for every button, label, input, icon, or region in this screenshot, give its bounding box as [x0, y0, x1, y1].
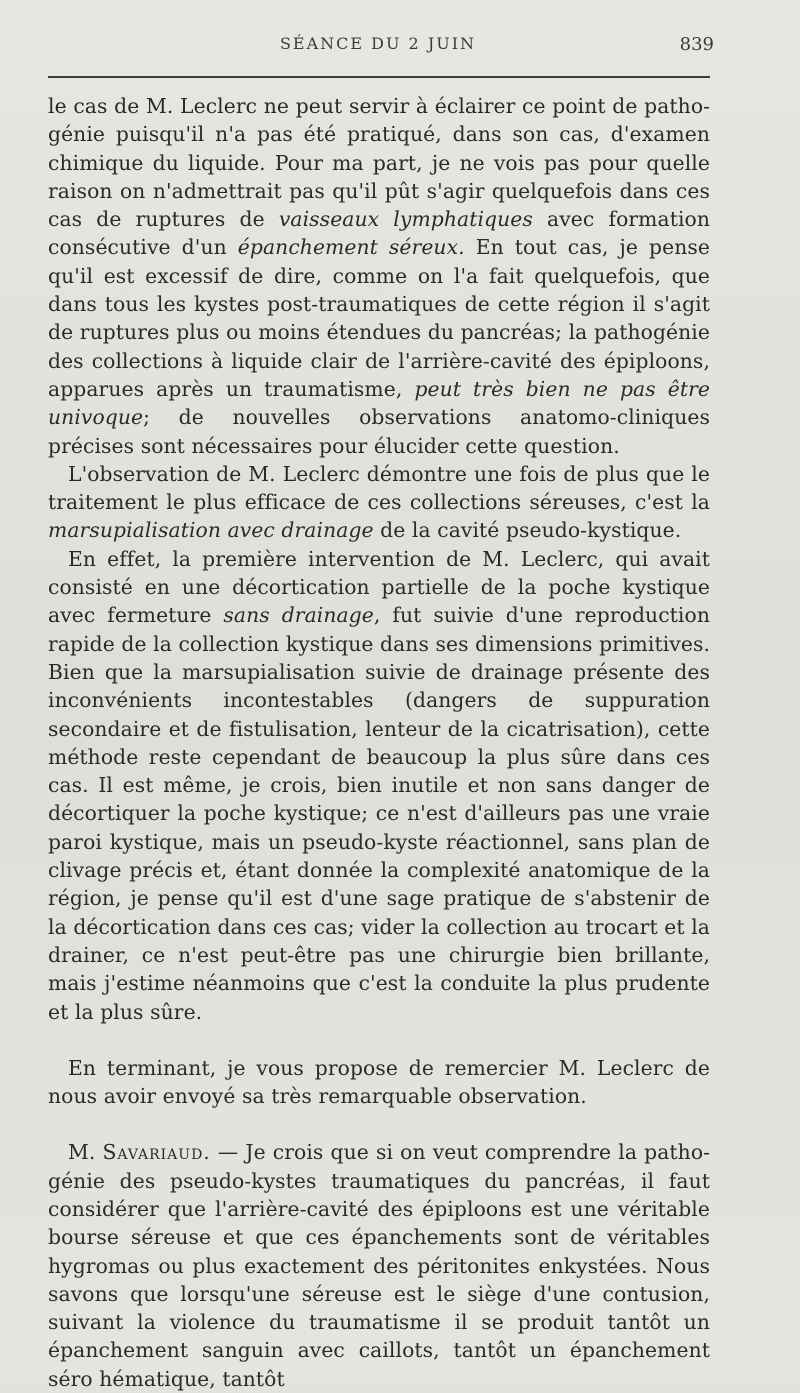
speaker-name: Savariaud. — [102, 1140, 211, 1165]
paragraph-1 — [48, 92, 710, 460]
paragraph-3-text-c: , fut suivie d'une reproduction rapide de la collection kystique dans ses dimensions primitives. Bien que la marsupialisation suivie de drainage présente des inconvénients incontestables (dangers de suppuration secondaire et de fistulisation, lenteur de la cicatrisation), cette méthode reste cependant de beaucoup la plus sûre dans ces cas. Il est même, je crois, bien inutile et non sans danger de décortiquer la poche kystique; ce n'est d'ailleurs pas une vraie paroi kystique, mais un pseudo-kyste réactionnel, sans plan de clivage précis et, étant donnée la complexité anatomique de la région, je pense qu'il est d'une sage pratique de s'abstenir de la décortication dans ces cas; vider la collection au trocart et la drainer, ce n'est peut-être pas une chirurgie bien brillante, mais j'estime néanmoins que c'est la conduite la plus prudente et la plus sûre. — [48, 603, 710, 1024]
paragraph-1-italic-b: vaisseaux lymphatiques — [278, 207, 533, 232]
paragraph-4 — [48, 1054, 710, 1111]
paragraph-2 — [48, 460, 710, 545]
speaker-prefix: M. — [68, 1140, 103, 1165]
paragraph-2-text-c: de la cavité pseudo-kystique. — [373, 518, 682, 543]
paragraph-1-italic-d: épanchement séreux. — [237, 235, 465, 260]
page-number: 839 — [679, 34, 714, 55]
body-text — [48, 92, 710, 1393]
paragraph-1-text-g: ; de nouvelles observations anatomo-cliniques précises sont nécessaires pour élucider cette question. — [48, 405, 710, 458]
paragraph-3-italic-b: sans drainage — [223, 603, 374, 628]
running-title: SÉANCE DU 2 JUIN — [279, 34, 477, 53]
paragraph-2-text-a: L'observation de M. Leclerc démontre une fois de plus que le traitement le plus efficace de ces collections séreuses, c'est la — [48, 461, 710, 515]
page-header — [48, 34, 714, 58]
paragraph-5-text-a: — Je crois que si on veut comprendre la pathogénie des pseudo-kystes traumatiques du pancréas, il faut considérer que l'arrière-cavité des épiploons est une véritable bourse séreuse et que ces épanchements sont de véritables hygromas ou plus exactement des péritonites enkystées. Nous savons que lorsqu'une séreuse est le siège d'une contusion, suivant la violence du traumatisme il se produit tantôt un épanchement sanguin avec caillots, tantôt un épanchement séro hématique, tantôt — [48, 1140, 710, 1391]
paragraph-5 — [48, 1138, 710, 1393]
paragraph-1-italic-f: peut très bien ne pas être univoque — [48, 376, 710, 430]
paragraph-3-text-a: En effet, la première intervention de M. Leclerc, qui avait consisté en une décortication partielle de la poche kystique avec fermeture — [48, 546, 710, 628]
header-rule — [48, 76, 710, 78]
paragraph-2-italic-b: marsupialisation avec drainage — [48, 518, 374, 543]
paragraph-4-text-a: En terminant, je vous propose de remercier M. Leclerc de nous avoir envoyé sa très remarquable observation. — [48, 1055, 710, 1109]
paragraph-1-text-e: En tout cas, je pense qu'il est excessif de dire, comme on l'a fait quelquefois, que dans tous les kystes post-traumatiques de cette région il s'agit de ruptures plus ou moins étendues du pancréas; la pathogénie des collections à liquide clair de l'arrière-cavité des épiploons, apparues après un traumatisme, — [48, 235, 710, 401]
paragraph-1-text-c: avec formation consécutive d'un — [48, 207, 711, 260]
paragraph-3 — [48, 545, 710, 1026]
paragraph-1-text-a: le cas de M. Leclerc ne peut servir à éclairer ce point de pathogénie puisqu'il n'a pas été pratiqué, dans son cas, d'examen chimique du liquide. Pour ma part, je ne vois pas pour quelle raison on n'admettrait pas qu'il pût s'agir quelquefois dans ces cas de ruptures de — [48, 94, 710, 232]
